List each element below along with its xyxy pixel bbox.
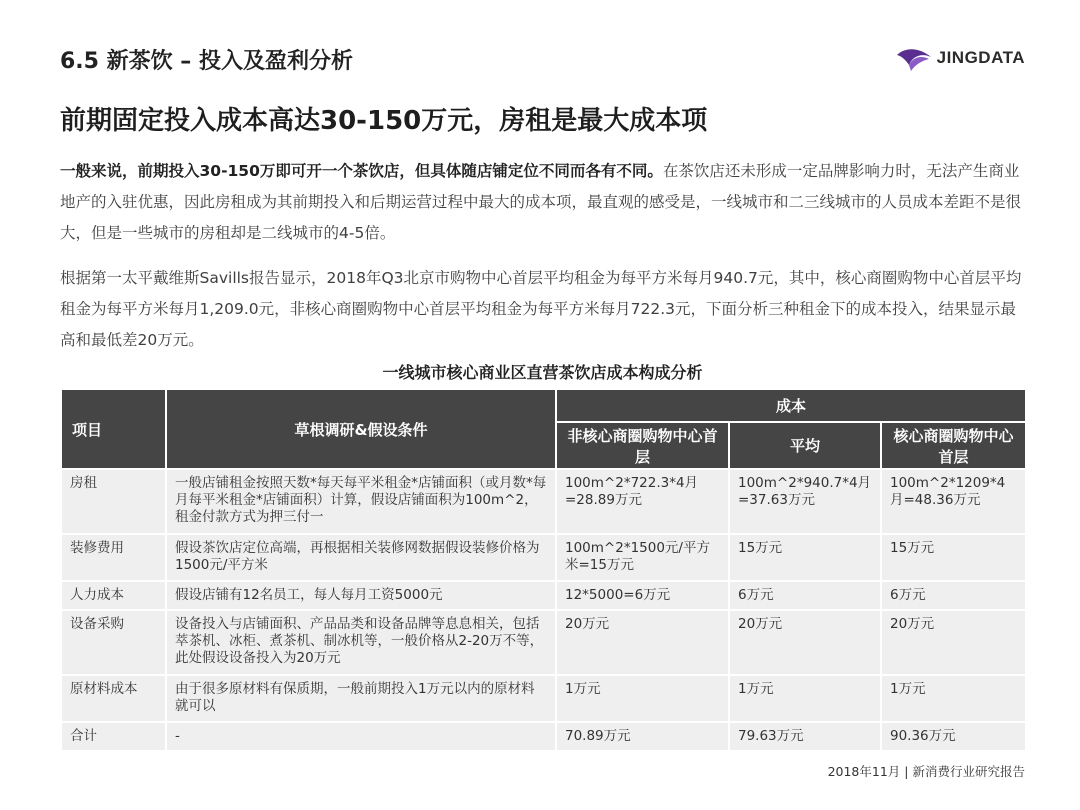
row-condition: 一般店铺租金按照天数*每天每平米租金*店铺面积（或月数*每月每平米租金*店铺面积）计算，假设店铺面积为100m^2，租金付款方式为押三付一 [166,469,556,534]
row-item: 房租 [61,469,166,534]
header-non-core: 非核心商圈购物中心首层 [556,422,729,469]
row-non-core: 100m^2*722.3*4月=28.89万元 [556,469,729,534]
row-condition: - [166,722,556,751]
row-core: 15万元 [881,534,1026,581]
table-row [61,581,1026,610]
row-core: 1万元 [881,675,1026,722]
table-title: 一线城市核心商业区直营茶饮店成本构成分析 [382,363,703,382]
row-average: 20万元 [729,610,881,675]
row-non-core: 100m^2*1500元/平方米=15万元 [556,534,729,581]
header-item: 项目 [61,389,166,469]
row-condition: 由于很多原材料有保质期，一般前期投入1万元以内的原材料就可以 [166,675,556,722]
table-row [61,610,1026,675]
cost-table [60,388,1027,752]
row-item: 设备采购 [61,610,166,675]
row-condition: 设备投入与店铺面积、产品品类和设备品牌等息息相关，包括萃茶机、冰柜、煮茶机、制冰机等，一般价格从2-20万不等，此处假设设备投入为20万元 [166,610,556,675]
row-item: 原材料成本 [61,675,166,722]
row-average: 79.63万元 [729,722,881,751]
row-average: 100m^2*940.7*4月=37.63万元 [729,469,881,534]
row-condition: 假设茶饮店定位高端，再根据相关装修网数据假设装修价格为1500元/平方米 [166,534,556,581]
table-row [61,469,1026,534]
footer-date: 2018年11月 [827,764,901,779]
row-non-core: 12*5000=6万元 [556,581,729,610]
footer-separator: | [904,764,909,779]
header-condition: 草根调研&假设条件 [166,389,556,469]
logo-text: JINGDATA [936,48,1025,67]
header-cost: 成本 [556,389,1026,422]
intro-bold-text: 一般来说，前期投入30-150万即可开一个茶饮店，但具体随店铺定位不同而各有不同。 [60,162,663,180]
row-core: 100m^2*1209*4月=48.36万元 [881,469,1026,534]
row-average: 1万元 [729,675,881,722]
row-core: 20万元 [881,610,1026,675]
row-core: 90.36万元 [881,722,1026,751]
row-average: 15万元 [729,534,881,581]
savills-paragraph: 根据第一太平戴维斯Savills报告显示，2018年Q3北京市购物中心首层平均租金为每平方米每月940.7元，其中，核心商圈购物中心首层平均租金为每平方米每月1,209.0元，非核心商圈购物中心首层平均租金为每平方米每月722.3元，下面分析三种租金下的成本投入，结果显示最高和最低差20万元。 [60,269,1022,349]
header-core: 核心商圈购物中心首层 [881,422,1026,469]
footer [828,762,1025,780]
header-average: 平均 [729,422,881,469]
row-non-core: 70.89万元 [556,722,729,751]
row-average: 6万元 [729,581,881,610]
row-item: 装修费用 [61,534,166,581]
table-row [61,675,1026,722]
row-item: 人力成本 [61,581,166,610]
footer-report-name: 新消费行业研究报告 [912,764,1025,779]
section-title: 6.5 新茶饮 – 投入及盈利分析 [60,49,353,74]
intro-body-text: 在茶饮店还未形成一定品牌影响力时，无法产生商业地产的入驻优惠，因此房租成为其前期投入和后期运营过程中最大的成本项，最直观的感受是，一线城市和二三线城市的人员成本差距不是很大，但是一些城市的房租却是二线城市的4-5倍。 [60,162,1022,242]
table-row [61,534,1026,581]
intro-paragraph [60,156,1025,249]
jingdata-bird-icon [895,43,933,73]
row-non-core: 1万元 [556,675,729,722]
row-core: 6万元 [881,581,1026,610]
row-non-core: 20万元 [556,610,729,675]
row-condition: 假设店铺有12名员工，每人每月工资5000元 [166,581,556,610]
row-item: 合计 [61,722,166,751]
jingdata-logo [895,42,1025,74]
page-headline: 前期固定投入成本高达30-150万元，房租是最大成本项 [60,106,708,136]
table-row [61,722,1026,751]
